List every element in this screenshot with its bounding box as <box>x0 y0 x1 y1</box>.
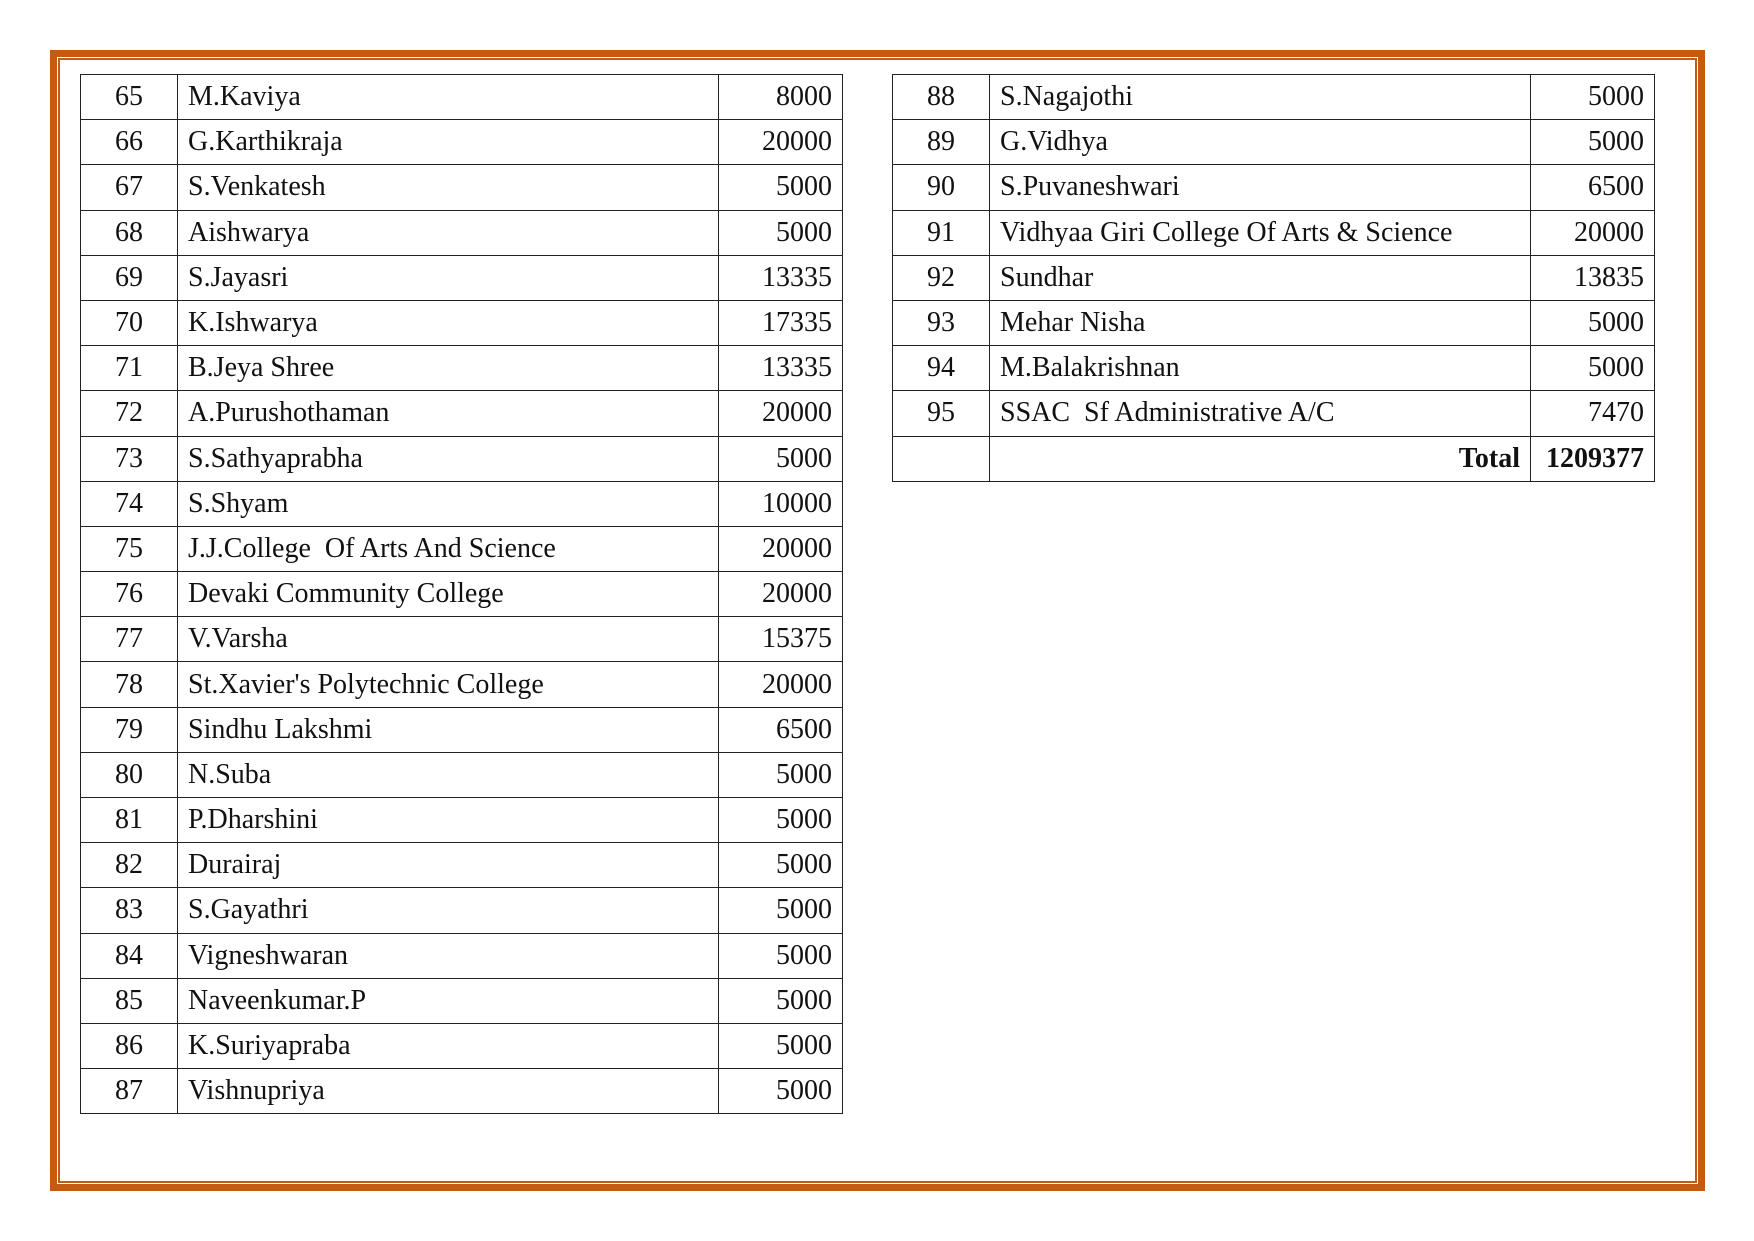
row-amount: 5000 <box>1531 346 1655 391</box>
row-amount: 5000 <box>719 978 843 1023</box>
row-name: N.Suba <box>178 752 719 797</box>
row-amount: 5000 <box>719 210 843 255</box>
table-row <box>893 255 1655 300</box>
row-number: 78 <box>81 662 178 707</box>
row-number: 73 <box>81 436 178 481</box>
row-number: 65 <box>81 75 178 120</box>
row-number: 71 <box>81 346 178 391</box>
row-name: Sundhar <box>990 255 1531 300</box>
row-amount: 5000 <box>719 1069 843 1114</box>
row-name: K.Ishwarya <box>178 300 719 345</box>
row-name: K.Suriyapraba <box>178 1023 719 1068</box>
row-name: S.Jayasri <box>178 255 719 300</box>
row-number: 85 <box>81 978 178 1023</box>
row-number: 74 <box>81 481 178 526</box>
row-amount: 13335 <box>719 346 843 391</box>
row-amount: 20000 <box>719 572 843 617</box>
row-name: Vishnupriya <box>178 1069 719 1114</box>
row-amount: 5000 <box>719 888 843 933</box>
row-name: Vigneshwaran <box>178 933 719 978</box>
row-amount: 5000 <box>719 752 843 797</box>
table-row <box>81 481 843 526</box>
table-row <box>893 165 1655 210</box>
row-number: 77 <box>81 617 178 662</box>
total-row <box>893 436 1655 481</box>
row-name: Mehar Nisha <box>990 300 1531 345</box>
table-row <box>81 526 843 571</box>
table-row <box>893 346 1655 391</box>
table-row <box>81 798 843 843</box>
row-number: 80 <box>81 752 178 797</box>
row-number: 72 <box>81 391 178 436</box>
table-row <box>81 1069 843 1114</box>
table-row <box>81 617 843 662</box>
row-amount: 5000 <box>719 843 843 888</box>
row-number: 94 <box>893 346 990 391</box>
row-amount: 20000 <box>719 526 843 571</box>
row-name: Vidhyaa Giri College Of Arts & Science <box>990 210 1531 255</box>
row-number: 79 <box>81 707 178 752</box>
row-name: M.Kaviya <box>178 75 719 120</box>
table-row <box>81 300 843 345</box>
row-number: 89 <box>893 120 990 165</box>
row-name: S.Nagajothi <box>990 75 1531 120</box>
row-amount: 5000 <box>1531 75 1655 120</box>
row-amount: 5000 <box>719 165 843 210</box>
right-ledger-table <box>892 74 1655 482</box>
row-amount: 5000 <box>719 436 843 481</box>
row-number: 84 <box>81 933 178 978</box>
row-name: Naveenkumar.P <box>178 978 719 1023</box>
row-number: 88 <box>893 75 990 120</box>
table-row <box>81 843 843 888</box>
table-row <box>81 662 843 707</box>
table-row <box>81 436 843 481</box>
row-name: Sindhu Lakshmi <box>178 707 719 752</box>
table-row <box>893 391 1655 436</box>
table-row <box>81 346 843 391</box>
row-amount: 8000 <box>719 75 843 120</box>
table-row <box>893 120 1655 165</box>
row-name: G.Vidhya <box>990 120 1531 165</box>
row-amount: 20000 <box>719 391 843 436</box>
total-label: Total <box>990 436 1531 481</box>
row-amount: 5000 <box>719 933 843 978</box>
table-row <box>81 120 843 165</box>
table-row <box>81 888 843 933</box>
table-row <box>893 75 1655 120</box>
row-amount: 10000 <box>719 481 843 526</box>
row-amount: 20000 <box>1531 210 1655 255</box>
row-amount: 20000 <box>719 120 843 165</box>
row-number: 92 <box>893 255 990 300</box>
row-name: Aishwarya <box>178 210 719 255</box>
row-amount: 13835 <box>1531 255 1655 300</box>
total-amount: 1209377 <box>1531 436 1655 481</box>
row-amount: 7470 <box>1531 391 1655 436</box>
table-row <box>81 165 843 210</box>
row-amount: 5000 <box>1531 120 1655 165</box>
row-amount: 5000 <box>719 1023 843 1068</box>
row-number: 70 <box>81 300 178 345</box>
row-number: 90 <box>893 165 990 210</box>
row-number: 95 <box>893 391 990 436</box>
row-number: 66 <box>81 120 178 165</box>
row-amount: 20000 <box>719 662 843 707</box>
table-row <box>81 75 843 120</box>
table-row <box>81 978 843 1023</box>
row-name: A.Purushothaman <box>178 391 719 436</box>
row-number: 87 <box>81 1069 178 1114</box>
row-number: 81 <box>81 798 178 843</box>
row-number: 86 <box>81 1023 178 1068</box>
table-row <box>893 300 1655 345</box>
row-name: M.Balakrishnan <box>990 346 1531 391</box>
row-amount: 6500 <box>719 707 843 752</box>
row-number: 68 <box>81 210 178 255</box>
row-amount: 13335 <box>719 255 843 300</box>
table-row <box>81 255 843 300</box>
row-amount: 17335 <box>719 300 843 345</box>
row-name: S.Puvaneshwari <box>990 165 1531 210</box>
row-number: 75 <box>81 526 178 571</box>
row-amount: 6500 <box>1531 165 1655 210</box>
row-number: 67 <box>81 165 178 210</box>
row-amount: 5000 <box>1531 300 1655 345</box>
table-row <box>81 752 843 797</box>
row-name: S.Venkatesh <box>178 165 719 210</box>
left-ledger-body <box>81 75 843 1114</box>
table-row <box>81 210 843 255</box>
row-number: 69 <box>81 255 178 300</box>
row-amount: 5000 <box>719 798 843 843</box>
row-number: 82 <box>81 843 178 888</box>
total-row-number <box>893 436 990 481</box>
table-row <box>81 933 843 978</box>
table-row <box>81 391 843 436</box>
right-ledger-body <box>893 75 1655 482</box>
row-number: 93 <box>893 300 990 345</box>
table-row <box>81 572 843 617</box>
row-name: S.Shyam <box>178 481 719 526</box>
row-name: S.Sathyaprabha <box>178 436 719 481</box>
row-name: St.Xavier's Polytechnic College <box>178 662 719 707</box>
row-name: S.Gayathri <box>178 888 719 933</box>
table-row <box>81 1023 843 1068</box>
table-row <box>893 210 1655 255</box>
row-number: 76 <box>81 572 178 617</box>
table-row <box>81 707 843 752</box>
row-name: V.Varsha <box>178 617 719 662</box>
left-ledger-table <box>80 74 843 1114</box>
row-number: 83 <box>81 888 178 933</box>
row-name: Devaki Community College <box>178 572 719 617</box>
row-name: J.J.College Of Arts And Science <box>178 526 719 571</box>
row-name: G.Karthikraja <box>178 120 719 165</box>
row-name: P.Dharshini <box>178 798 719 843</box>
row-name: B.Jeya Shree <box>178 346 719 391</box>
row-name: SSAC Sf Administrative A/C <box>990 391 1531 436</box>
row-amount: 15375 <box>719 617 843 662</box>
row-name: Durairaj <box>178 843 719 888</box>
row-number: 91 <box>893 210 990 255</box>
